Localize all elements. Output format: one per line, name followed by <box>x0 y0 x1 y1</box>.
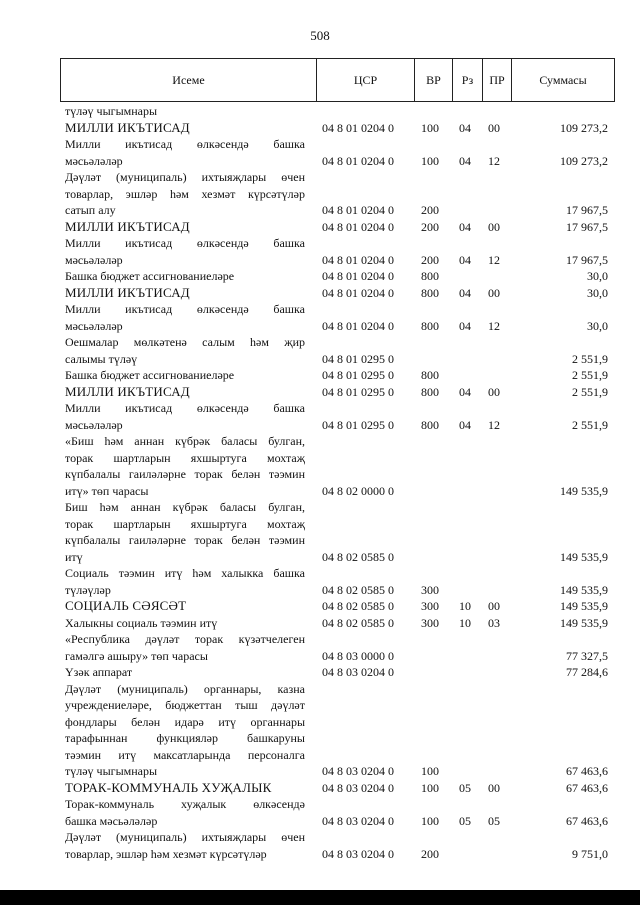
row-sum: 67 463,6 <box>566 780 608 795</box>
header-vr: ВР <box>414 59 452 101</box>
row-name-line: фондлары белән идарә итү органнары <box>65 714 305 729</box>
row-csr: 04 8 01 0204 0 <box>322 203 394 217</box>
page-number: 508 <box>310 28 330 43</box>
row-name-line: ТОРАК-КОММУНАЛЬ ХУҖАЛЫК <box>65 779 272 795</box>
row-csr: 04 8 01 0204 0 <box>322 269 394 283</box>
row-pr: 00 <box>488 599 500 613</box>
row-name-line: Дәүләт (муниципаль) ихтыяҗлары өчен <box>65 830 305 844</box>
row-csr: 04 8 01 0295 0 <box>322 417 394 432</box>
row-vr: 200 <box>421 203 439 217</box>
row-name-line: мәсьәләләр <box>65 252 123 267</box>
row-vr: 300 <box>421 615 439 630</box>
row-name-line: мәсьәләләр <box>65 417 123 432</box>
row-rz: 04 <box>459 252 471 267</box>
row-vr: 100 <box>421 120 439 135</box>
row-vr: 100 <box>421 780 439 795</box>
row-csr: 04 8 03 0204 0 <box>322 846 394 861</box>
row-name <box>65 136 305 169</box>
row-sum: 67 463,6 <box>566 813 608 828</box>
header-rz: Рз <box>452 59 482 101</box>
row-sum: 149 535,9 <box>560 615 608 630</box>
row-name-line: товарлар, эшләр һәм хезмәт күрсәтүләр <box>65 846 267 861</box>
row-name-line: МИЛЛИ ИКЪТИСАД <box>65 119 190 135</box>
row-vr: 800 <box>421 269 439 283</box>
row-csr: 04 8 03 0204 0 <box>322 764 394 778</box>
row-vr: 100 <box>421 153 439 168</box>
row-pr: 03 <box>488 615 500 630</box>
row-name-line: «Республика дәүләт торак күзәтчелеген <box>65 632 305 646</box>
row-name-line: мәсьәләләр <box>65 153 123 168</box>
row-csr: 04 8 03 0204 0 <box>322 813 394 828</box>
row-sum: 149 535,9 <box>560 582 608 597</box>
row-sum: 17 967,5 <box>566 203 608 217</box>
row-vr: 800 <box>421 368 439 382</box>
row-name <box>65 829 305 862</box>
row-csr: 04 8 01 0295 0 <box>322 368 394 382</box>
row-name <box>65 367 305 384</box>
row-vr: 200 <box>421 846 439 861</box>
row-name-line: торак шартларын яхшыртуга мохтаҗ <box>65 516 305 531</box>
table-row <box>0 103 640 120</box>
row-sum: 17 967,5 <box>566 252 608 267</box>
row-name <box>65 301 305 334</box>
row-pr: 00 <box>488 384 500 399</box>
row-name-line: СОЦИАЛЬ СӘЯСӘТ <box>65 598 187 613</box>
row-name-line: итү <box>65 549 83 564</box>
row-csr: 04 8 02 0585 0 <box>322 615 394 630</box>
row-name <box>65 565 305 598</box>
row-sum: 77 284,6 <box>566 665 608 679</box>
table-row <box>0 433 640 499</box>
row-name-line: мәсьәләләр <box>65 318 123 333</box>
row-name-line: гамәлгә ашыру» төп чарасы <box>65 648 208 663</box>
table-row <box>0 169 640 219</box>
header-pr: ПР <box>482 59 511 101</box>
row-rz: 04 <box>459 153 471 168</box>
row-name-line: учреждениеләре, бюджеттан тыш дәүләт <box>65 698 305 712</box>
row-name-line: Милли икътисад өлкәсендә башка <box>65 401 305 415</box>
row-name <box>65 499 305 565</box>
row-rz: 04 <box>459 219 471 234</box>
table-body <box>0 103 640 862</box>
row-csr: 04 8 01 0204 0 <box>322 252 394 267</box>
row-name <box>65 235 305 268</box>
row-rz: 10 <box>459 615 471 630</box>
row-name-line: Халыкны социаль тәэмин итү <box>65 615 218 630</box>
row-pr: 05 <box>488 813 500 828</box>
row-sum: 109 273,2 <box>560 120 608 135</box>
header-name: Исеме <box>172 73 205 87</box>
row-pr: 12 <box>488 252 500 267</box>
row-pr: 12 <box>488 417 500 432</box>
row-sum: 30,0 <box>587 318 608 333</box>
table-row <box>0 664 640 681</box>
row-csr: 04 8 02 0585 0 <box>322 549 394 564</box>
header-sum: Суммасы <box>511 59 614 101</box>
row-rz: 10 <box>459 599 471 613</box>
row-rz: 05 <box>459 780 471 795</box>
table-row <box>0 400 640 433</box>
row-name <box>65 285 305 302</box>
row-name-line: Дәүләт (муниципаль) органнары, казна <box>65 681 305 696</box>
row-name-line: Башка бюджет ассигнованиеләре <box>65 269 235 283</box>
row-name-line: тарафыннан функцияләр башкаруны <box>65 731 305 745</box>
table-row <box>0 219 640 236</box>
row-name-line: Социаль тәэмин итү һәм халыкка башка <box>65 566 305 580</box>
row-sum: 9 751,0 <box>572 846 608 861</box>
table-row <box>0 301 640 334</box>
row-name <box>65 169 305 219</box>
row-name <box>65 120 305 137</box>
row-name-line: сатып алу <box>65 203 116 217</box>
row-pr: 12 <box>488 153 500 168</box>
row-rz: 04 <box>459 384 471 399</box>
row-name-line: түләү чыгымнары <box>65 104 158 118</box>
row-name-line: Оешмалар мөлкәтенә салым һәм җир <box>65 335 305 349</box>
table-row <box>0 120 640 137</box>
row-name <box>65 433 305 499</box>
table-header <box>60 58 615 102</box>
row-csr: 04 8 01 0204 0 <box>322 120 394 135</box>
row-sum: 2 551,9 <box>572 351 608 366</box>
table-row <box>0 631 640 664</box>
row-vr: 800 <box>421 318 439 333</box>
row-sum: 2 551,9 <box>572 368 608 382</box>
row-name-line: МИЛЛИ ИКЪТИСАД <box>65 284 190 300</box>
table-row <box>0 285 640 302</box>
table-row <box>0 136 640 169</box>
row-name <box>65 400 305 433</box>
row-name-line: Торак-коммуналь хуҗалык өлкәсендә <box>65 797 305 811</box>
row-name-line: Милли икътисад өлкәсендә башка <box>65 236 305 250</box>
row-csr: 04 8 02 0585 0 <box>322 599 394 613</box>
row-csr: 04 8 03 0204 0 <box>322 665 394 679</box>
row-name-line: Биш һәм аннан күбрәк баласы булган, <box>65 500 305 514</box>
table-row <box>0 829 640 862</box>
row-sum: 109 273,2 <box>560 153 608 168</box>
row-pr: 00 <box>488 285 500 300</box>
row-name <box>65 681 305 780</box>
table-row <box>0 235 640 268</box>
row-name-line: күпбалалы гаиләләрне торак белән тәэмин <box>65 533 305 547</box>
row-sum: 2 551,9 <box>572 417 608 432</box>
header-csr: ЦСР <box>316 59 414 101</box>
row-csr: 04 8 01 0204 0 <box>322 285 394 300</box>
row-sum: 30,0 <box>587 285 608 300</box>
row-rz: 04 <box>459 285 471 300</box>
row-vr: 300 <box>421 582 439 597</box>
row-name-line: торак шартларын яхшыртуга мохтаҗ <box>65 450 305 465</box>
row-name-line: Башка бюджет ассигнованиеләре <box>65 368 235 382</box>
row-csr: 04 8 02 0585 0 <box>322 582 394 597</box>
row-name-line: Милли икътисад өлкәсендә башка <box>65 137 305 151</box>
row-name <box>65 384 305 401</box>
row-vr: 800 <box>421 285 439 300</box>
row-name-line: МИЛЛИ ИКЪТИСАД <box>65 218 190 234</box>
row-vr: 300 <box>421 599 439 613</box>
row-csr: 04 8 02 0000 0 <box>322 483 394 498</box>
row-name-line: тәэмин итү максатларында персоналга <box>65 747 305 762</box>
scan-bottom-edge <box>0 890 640 905</box>
row-rz: 04 <box>459 318 471 333</box>
row-vr: 800 <box>421 384 439 399</box>
table-row <box>0 780 640 797</box>
row-name-line: «Биш һәм аннан күбрәк баласы булган, <box>65 434 305 448</box>
row-sum: 67 463,6 <box>566 764 608 778</box>
table-row <box>0 367 640 384</box>
row-sum: 17 967,5 <box>566 219 608 234</box>
row-name <box>65 780 305 797</box>
row-name-line: салымы түләү <box>65 351 138 366</box>
table-row <box>0 499 640 565</box>
row-name <box>65 598 305 615</box>
row-name-line: Үзәк аппарат <box>65 665 133 679</box>
row-name-line: күпбалалы гаиләләрне торак белән тәэмин <box>65 467 305 481</box>
table-row <box>0 598 640 615</box>
row-vr: 200 <box>421 219 439 234</box>
row-pr: 12 <box>488 318 500 333</box>
table-row <box>0 796 640 829</box>
row-csr: 04 8 01 0295 0 <box>322 384 394 399</box>
row-sum: 149 535,9 <box>560 483 608 498</box>
row-name <box>65 268 305 285</box>
row-rz: 05 <box>459 813 471 828</box>
row-name-line: Дәүләт (муниципаль) ихтыяҗлары өчен <box>65 170 305 184</box>
row-sum: 77 327,5 <box>566 648 608 663</box>
row-name <box>65 103 305 120</box>
row-csr: 04 8 01 0295 0 <box>322 351 394 366</box>
row-name-line: түләүләр <box>65 582 111 597</box>
table-row <box>0 384 640 401</box>
table-row <box>0 565 640 598</box>
row-name-line: итү» төп чарасы <box>65 483 149 498</box>
row-name-line: Милли икътисад өлкәсендә башка <box>65 302 305 316</box>
table-row <box>0 681 640 780</box>
table-row <box>0 334 640 367</box>
row-name-line: башка мәсьәләләр <box>65 813 158 828</box>
row-name-line: түләү чыгымнары <box>65 764 158 778</box>
table-row <box>0 615 640 632</box>
row-sum: 149 535,9 <box>560 549 608 564</box>
row-pr: 00 <box>488 120 500 135</box>
row-csr: 04 8 03 0204 0 <box>322 780 394 795</box>
row-vr: 100 <box>421 813 439 828</box>
row-sum: 30,0 <box>587 269 608 283</box>
row-csr: 04 8 03 0000 0 <box>322 648 394 663</box>
table-row <box>0 268 640 285</box>
row-rz: 04 <box>459 120 471 135</box>
row-name <box>65 796 305 829</box>
row-rz: 04 <box>459 417 471 432</box>
row-name <box>65 219 305 236</box>
row-csr: 04 8 01 0204 0 <box>322 318 394 333</box>
row-csr: 04 8 01 0204 0 <box>322 219 394 234</box>
row-name <box>65 664 305 681</box>
row-vr: 200 <box>421 252 439 267</box>
row-name-line: МИЛЛИ ИКЪТИСАД <box>65 383 190 399</box>
row-name <box>65 615 305 632</box>
row-pr: 00 <box>488 219 500 234</box>
row-name-line: товарлар, эшләр һәм хезмәт күрсәтүләр <box>65 186 305 201</box>
row-name <box>65 631 305 664</box>
row-pr: 00 <box>488 780 500 795</box>
row-vr: 800 <box>421 417 439 432</box>
row-sum: 2 551,9 <box>572 384 608 399</box>
row-csr: 04 8 01 0204 0 <box>322 153 394 168</box>
row-sum: 149 535,9 <box>560 599 608 613</box>
row-vr: 100 <box>421 764 439 778</box>
row-name <box>65 334 305 367</box>
